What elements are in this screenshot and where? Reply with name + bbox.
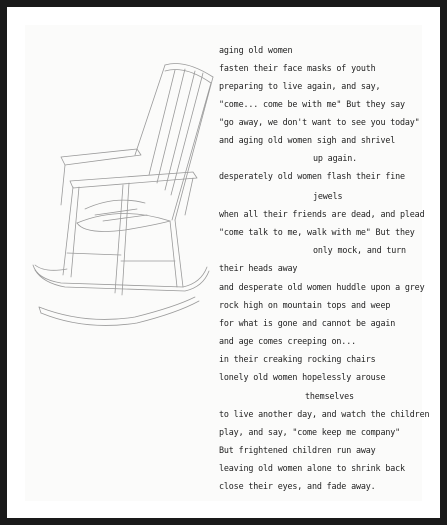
poem-line-24: leaving old women alone to shrink back bbox=[219, 463, 405, 473]
poem-line-10: when all their friends are dead, and plead bbox=[219, 209, 425, 219]
poem-line-11: "come talk to me, walk with me" But they bbox=[219, 227, 415, 237]
typed-page bbox=[25, 25, 430, 501]
poem-line-3: preparing to live again, and say, bbox=[219, 81, 381, 91]
poem-line-15: rock high on mountain tops and weep bbox=[219, 300, 391, 310]
poem-line-22: play, and say, "come keep me company" bbox=[219, 427, 401, 437]
poem-line-19: lonely old women hopelessly arouse bbox=[219, 372, 386, 382]
poem-line-25: close their eyes, and fade away. bbox=[219, 481, 376, 491]
picture-frame bbox=[7, 7, 440, 518]
poem-line-14: and desperate old women huddle upon a grey bbox=[219, 282, 425, 292]
poem-line-8: desperately old women flash their fine bbox=[219, 171, 405, 181]
poem-line-16: for what is gone and cannot be again bbox=[219, 318, 396, 328]
poem-line-21: to live another day, and watch the children bbox=[219, 409, 430, 419]
poem-line-9: jewels bbox=[313, 191, 343, 201]
poem-line-13: their heads away bbox=[219, 263, 298, 273]
poem-line-18: in their creaking rocking chairs bbox=[219, 354, 376, 364]
poem-line-23: But frightened children run away bbox=[219, 445, 376, 455]
poem-line-6: and aging old women sigh and shrivel bbox=[219, 135, 396, 145]
poem-line-5: "go away, we don't want to see you today" bbox=[219, 117, 420, 127]
poem-line-17: and age comes creeping on... bbox=[219, 336, 356, 346]
poem-line-20: themselves bbox=[305, 391, 354, 401]
poem-line-1: aging old women bbox=[219, 45, 293, 55]
poem-line-4: "come... come be with me" But they say bbox=[219, 99, 405, 109]
poem-line-2: fasten their face masks of youth bbox=[219, 63, 376, 73]
poem-line-7: up again. bbox=[313, 153, 358, 163]
poem-line-12: only mock, and turn bbox=[313, 245, 406, 255]
poem bbox=[25, 25, 430, 501]
